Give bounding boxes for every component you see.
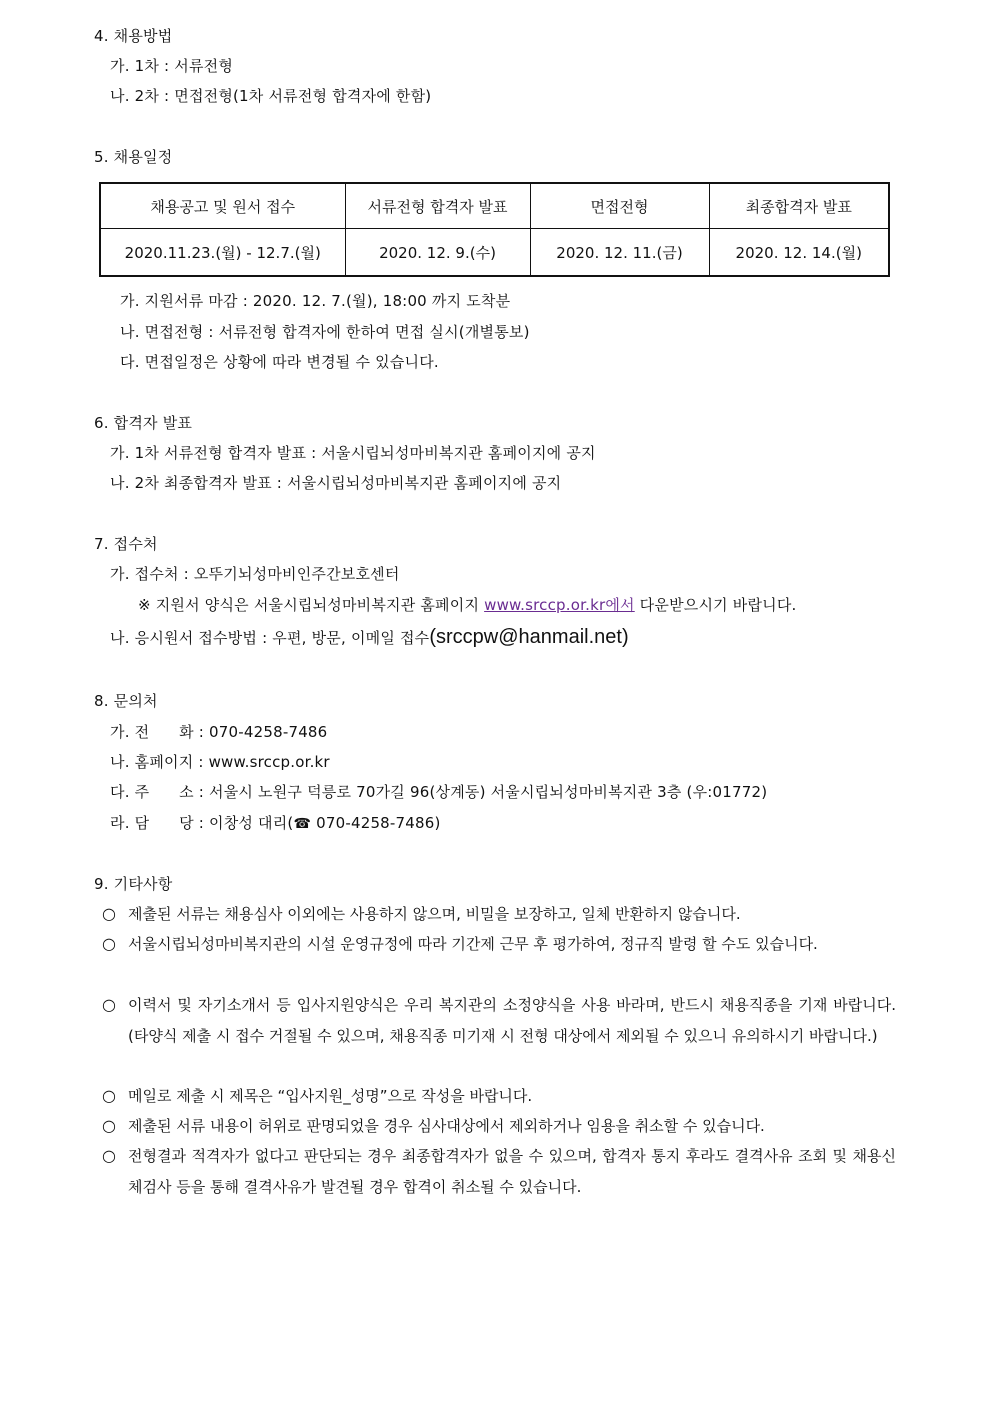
schedule-header-cell: 서류전형 합격자 발표	[345, 183, 530, 229]
s5-item-a: 가. 지원서류 마감 : 2020. 12. 7.(월), 18:00 까지 도착분	[120, 292, 511, 310]
schedule-table	[99, 182, 890, 277]
section-9-title: 9. 기타사항	[94, 875, 173, 893]
s5-item-c: 다. 면접일정은 상황에 따라 변경될 수 있습니다.	[120, 353, 439, 371]
bullet-circle-icon: ○	[102, 1086, 116, 1105]
contact-value: 070-4258-7486)	[311, 814, 441, 832]
note-text: 다운받으시기 바랍니다.	[634, 596, 797, 614]
s7-item-a: 가. 접수처 : 오뚜기뇌성마비인주간보호센터	[110, 565, 400, 583]
schedule-header-cell: 채용공고 및 원서 접수	[100, 183, 345, 229]
schedule-header-cell: 최종합격자 발표	[709, 183, 889, 229]
schedule-value-cell: 2020. 12. 14.(월)	[709, 229, 889, 277]
schedule-value-row	[100, 229, 889, 277]
contact-value: www.srccp.or.kr	[208, 753, 330, 771]
notice-item-3: 이력서 및 자기소개서 등 입사지원양식은 우리 복지관의 소정양식을 사용 바라며, 반드시 채용직종을 기재 바랍니다.(타양식 제출 시 접수 거절될 수 있으며, 채용직종 미기재 시 전형 대상에서 제외될 수 있으니 유의하시기 바랍니다.)	[128, 996, 896, 1045]
section-5-title: 5. 채용일정	[94, 148, 173, 166]
s4-item-b: 나. 2차 : 면접전형(1차 서류전형 합격자에 한함)	[110, 87, 432, 105]
schedule-header-row	[100, 183, 889, 229]
homepage-link[interactable]: www.srccp.or.kr에서	[484, 596, 635, 614]
notice-item-4: 메일로 제출 시 제목은 “입사지원_성명”으로 작성을 바랍니다.	[128, 1087, 533, 1105]
notice-item-2: 서울시립뇌성마비복지관의 시설 운영규정에 따라 기간제 근무 후 평가하여, 정규직 발령 할 수도 있습니다.	[128, 935, 818, 953]
notice-item-6: 전형결과 적격자가 없다고 판단되는 경우 최종합격자가 없을 수 있으며, 합격자 통지 후라도 결격사유 조회 및 채용신체검사 등을 통해 결격사유가 발견될 경우 합격이 취소될 수 있습니다.	[128, 1147, 896, 1196]
section-8-title: 8. 문의처	[94, 692, 158, 710]
contact-phone	[110, 722, 327, 742]
schedule-value-cell: 2020. 12. 9.(수)	[345, 229, 530, 277]
bullet-circle-icon: ○	[102, 1116, 116, 1135]
s6-item-b: 나. 2차 최종합격자 발표 : 서울시립뇌성마비복지관 홈페이지에 공지	[110, 474, 562, 492]
contact-value: 서울시 노원구 덕릉로 70가길 96(상계동) 서울시립뇌성마비복지관 3층 (우:01772)	[209, 783, 768, 801]
contact-person	[110, 813, 441, 834]
bullet-circle-icon: ○	[102, 1146, 116, 1165]
schedule-header-cell: 면접전형	[530, 183, 709, 229]
contact-label: 나. 홈페이지 :	[110, 753, 204, 771]
contact-label: 다. 주 소 :	[110, 783, 205, 801]
s5-item-b: 나. 면접전형 : 서류전형 합격자에 한하여 면접 실시(개별통보)	[120, 323, 530, 341]
contact-value: 070-4258-7486	[209, 723, 328, 741]
s7-item-b	[110, 627, 629, 648]
s6-item-a: 가. 1차 서류전형 합격자 발표 : 서울시립뇌성마비복지관 홈페이지에 공지	[110, 444, 596, 462]
note-text: ※ 지원서 양식은 서울시립뇌성마비복지관 홈페이지	[138, 596, 485, 614]
bullet-circle-icon: ○	[102, 995, 116, 1014]
email-link[interactable]: (srccpw@hanmail.net)	[429, 626, 629, 648]
notice-item-1: 제출된 서류는 채용심사 이외에는 사용하지 않으며, 비밀을 보장하고, 일체 반환하지 않습니다.	[128, 905, 741, 923]
bullet-circle-icon: ○	[102, 904, 116, 923]
section-6-title: 6. 합격자 발표	[94, 414, 193, 432]
s7-form-note	[138, 595, 797, 615]
section-7-title: 7. 접수처	[94, 535, 158, 553]
schedule-value-cell: 2020. 12. 11.(금)	[530, 229, 709, 277]
s4-item-a: 가. 1차 : 서류전형	[110, 57, 234, 75]
submit-method-text: 나. 응시원서 접수방법 : 우편, 방문, 이메일 접수	[110, 629, 430, 647]
notice-item-5: 제출된 서류 내용이 허위로 판명되었을 경우 심사대상에서 제외하거나 임용을 취소할 수 있습니다.	[128, 1117, 765, 1135]
schedule-value-cell: 2020.11.23.(월) - 12.7.(월)	[100, 229, 345, 277]
contact-label: 라. 담 당 :	[110, 814, 205, 832]
section-4-title: 4. 채용방법	[94, 27, 173, 45]
contact-homepage	[110, 752, 330, 772]
contact-value: 이창성 대리(	[209, 814, 294, 832]
contact-address	[110, 782, 767, 802]
bullet-circle-icon: ○	[102, 934, 116, 953]
contact-label: 가. 전 화 :	[110, 723, 205, 741]
telephone-icon: ☎	[293, 816, 312, 832]
